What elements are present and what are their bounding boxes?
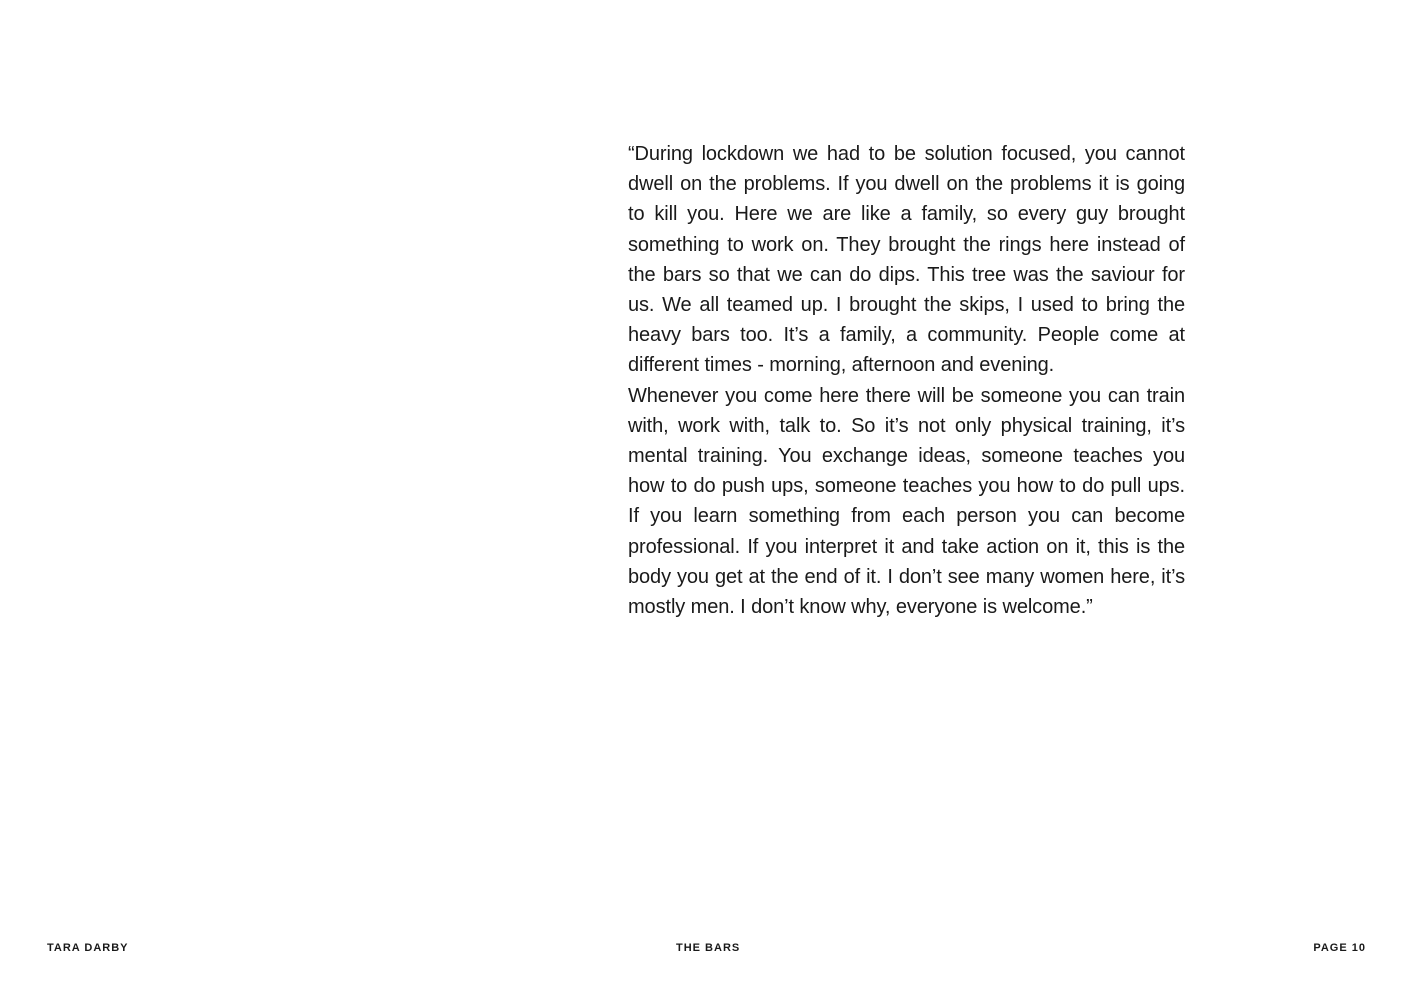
footer-title: THE BARS [676,942,741,954]
quote-paragraph-1: “During lockdown we had to be solution focused, you cannot dwell on the problems. If you dwell on the problems it is going to kill you. Here we are like a family, so every guy brought something to work on. They brought the rings here instead of the bars so that we can do dips. This tree was the saviour for us. We all teamed up. I brought the skips, I used to bring the heavy bars too. It’s a family, a community. People come at different times - morning, afternoon and evening. [628,143,1185,377]
quote-paragraph-2: Whenever you come here there will be someone you can train with, work with, talk to. So it’s not only physical training, it’s mental training. You exchange ideas, someone teaches you how to do push ups, someone teaches you how to do pull ups. If you learn something from each person you can become professional. If you interpret it and take action on it, this is the body you get at the end of it. I don’t see many women here, it’s mostly men. I don’t know why, everyone is welcome.” [628,384,1185,619]
quote-body [628,139,1185,622]
footer-page-number: PAGE 10 [1313,942,1366,954]
footer-author: TARA DARBY [47,942,129,954]
